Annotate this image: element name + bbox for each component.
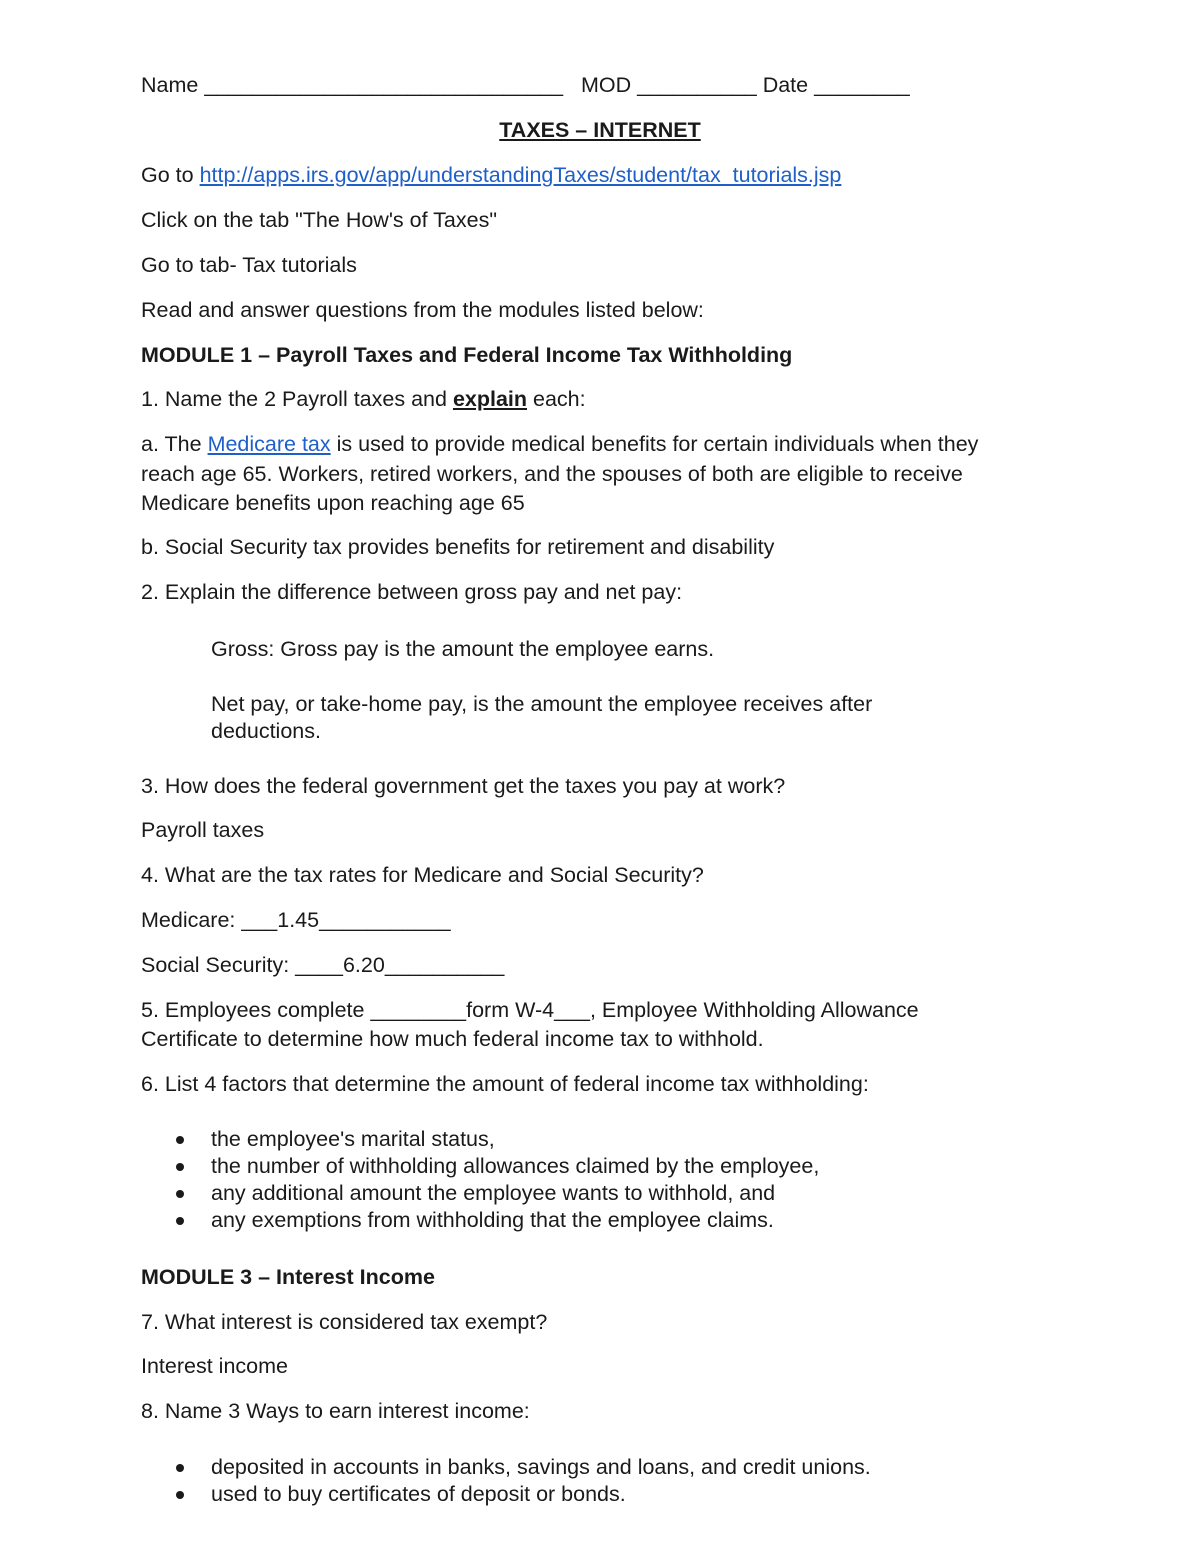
factor-item: any additional amount the employee wants to withhold, and [211,1181,776,1205]
answer-a-line1 [141,429,1070,459]
answer-7: Interest income [141,1354,288,1378]
goto-line [141,160,1070,190]
question-4: 4. What are the tax rates for Medicare and Social Security? [141,863,704,887]
question-5-line2: Certificate to determine how much federal income tax to withhold. [141,1027,764,1051]
question-1 [141,384,1070,414]
bullet-icon [176,1163,184,1171]
name-label: Name [141,73,199,97]
mod-field[interactable]: __________ [637,73,757,97]
mod-label: MOD [580,73,632,97]
net-pay-answer-line2: deductions. [211,719,321,743]
answer-a-line3: Medicare benefits upon reaching age 65 [141,491,525,515]
question-6: 6. List 4 factors that determine the amount of federal income tax withholding: [141,1072,869,1096]
question-2: 2. Explain the difference between gross pay and net pay: [141,580,683,604]
answer-b: b. Social Security tax provides benefits for retirement and disability [141,535,775,559]
name-field[interactable]: ______________________________ [204,73,564,97]
question-7: 7. What interest is considered tax exempt? [141,1310,548,1334]
net-pay-answer-line1: Net pay, or take-home pay, is the amount the employee receives after [211,692,873,716]
answer-a-prefix: a. The [141,432,202,456]
factor-item: the number of withholding allowances claimed by the employee, [211,1154,820,1178]
goto-tab-instruction: Go to tab- Tax tutorials [141,253,357,277]
gross-pay-answer: Gross: Gross pay is the amount the employee earns. [211,637,715,661]
medicare-rate: Medicare: ___1.45___________ [141,908,451,932]
irs-url-link[interactable]: http://apps.irs.gov/app/understandingTaxes/student/tax_tutorials.jsp [199,163,842,187]
q1-prefix: 1. Name the 2 Payroll taxes and [141,387,447,411]
read-instruction: Read and answer questions from the modules listed below: [141,298,704,322]
q1-suffix: each: [533,387,586,411]
module3-heading: MODULE 3 – Interest Income [141,1265,435,1289]
header-line [141,70,1070,100]
question-5-line1: 5. Employees complete ________form W-4___, Employee Withholding Allowance [141,998,919,1022]
bullet-icon [176,1190,184,1198]
factor-item: the employee's marital status, [211,1127,495,1151]
page-title: TAXES – INTERNET [499,118,701,142]
social-security-rate: Social Security: ____6.20__________ [141,953,505,977]
answer-a-line2: reach age 65. Workers, retired workers, and the spouses of both are eligible to receive [141,462,963,486]
interest-way-item: deposited in accounts in banks, savings and loans, and credit unions. [211,1455,871,1479]
bullet-icon [176,1136,184,1144]
bullet-icon [176,1491,184,1499]
click-tab-instruction: Click on the tab "The How's of Taxes" [141,208,497,232]
module1-heading: MODULE 1 – Payroll Taxes and Federal Income Tax Withholding [141,343,793,367]
date-label: Date [762,73,809,97]
answer-a-rest: is used to provide medical benefits for certain individuals when they [336,432,979,456]
question-3: 3. How does the federal government get the taxes you pay at work? [141,774,786,798]
factor-item: any exemptions from withholding that the employee claims. [211,1208,774,1232]
answer-3: Payroll taxes [141,818,265,842]
bullet-icon [176,1217,184,1225]
date-field[interactable]: ________ [814,73,910,97]
medicare-tax-link[interactable]: Medicare tax [207,432,331,456]
q1-explain: explain [452,387,528,411]
bullet-icon [176,1464,184,1472]
goto-prefix: Go to [141,163,194,187]
interest-way-item: used to buy certificates of deposit or bonds. [211,1482,626,1506]
question-8: 8. Name 3 Ways to earn interest income: [141,1399,530,1423]
